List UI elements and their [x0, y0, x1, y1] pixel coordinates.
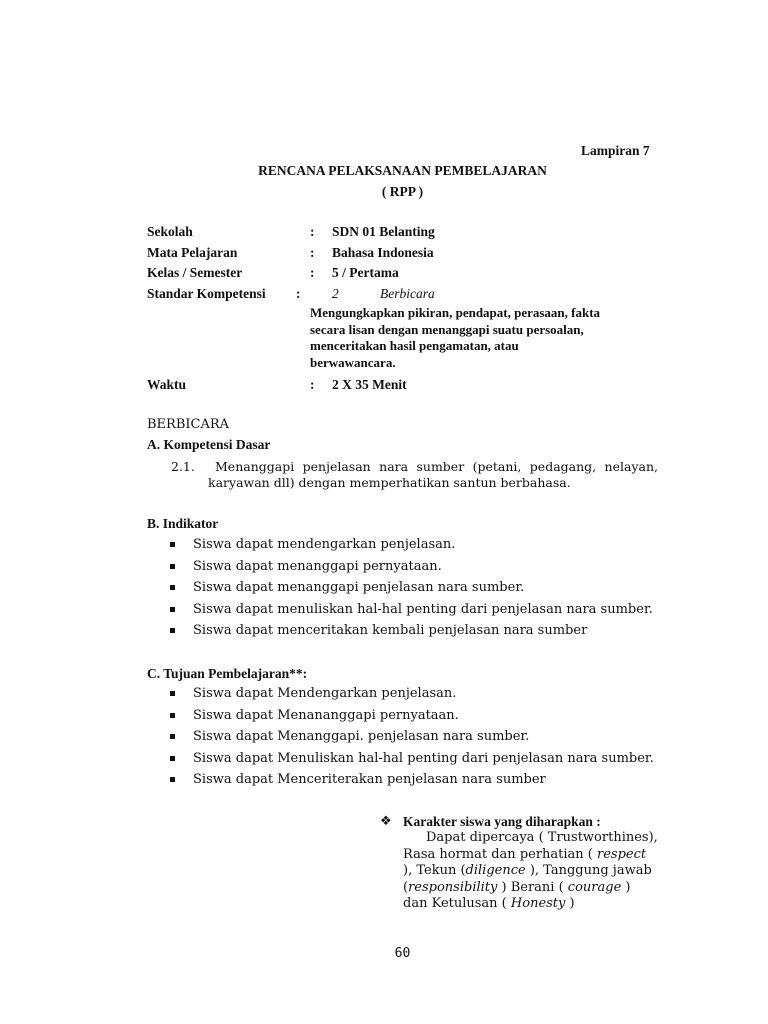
karakter-text-part: Dapat dipercaya ( Trustworthines),: [426, 830, 658, 845]
list-item-text: Siswa dapat menanggapi pernyataan.: [193, 558, 442, 574]
list-item-text: Siswa dapat Menanggapi. penjelasan nara sumber.: [193, 729, 530, 745]
karakter-term: diligence: [465, 863, 526, 878]
karakter-term: responsibility: [408, 879, 498, 895]
kelas-label: Kelas / Semester: [147, 265, 243, 280]
karakter-text-part: ), Tekun (: [403, 863, 466, 878]
waktu-colon: :: [310, 377, 315, 392]
kd-line-2: karyawan dll) dengan memperhatikan santun berbahasa.: [208, 475, 571, 490]
bullet-icon: [170, 564, 175, 569]
karakter-term: Honesty: [510, 896, 566, 911]
waktu-value: 2 X 35 Menit: [332, 377, 407, 392]
list-item-text: Siswa dapat menceritakan kembali penjelasan nara sumber: [193, 623, 588, 639]
document-title: RENCANA PELAKSANAAN PEMBELAJARAN: [258, 163, 547, 178]
bullet-icon: [170, 607, 175, 612]
karakter-term: respect: [597, 846, 647, 862]
sk-name: Berbicara: [380, 286, 435, 301]
sk-description: [310, 305, 600, 371]
mapel-value: Bahasa Indonesia: [332, 245, 434, 260]
kd-heading: A. Kompetensi Dasar: [147, 437, 271, 452]
list-item-text: Siswa dapat Mendengarkan penjelasan.: [193, 686, 457, 701]
karakter-text: [403, 830, 658, 913]
kd-number: 2.1.: [171, 459, 195, 474]
document-subtitle: ( RPP ): [381, 184, 424, 199]
bullet-icon: [170, 585, 175, 590]
sk-desc-line: secara lisan dengan menanggapi suatu persoalan,: [310, 321, 584, 337]
sk-desc-line: berwawancara.: [310, 354, 396, 370]
sekolah-label: Sekolah: [147, 224, 193, 239]
list-item-text: Siswa dapat Menananggapi pernyataan.: [193, 707, 459, 723]
sk-desc-line: menceritakan hasil pengamatan, atau: [310, 338, 519, 353]
list-item-text: Siswa dapat mendengarkan penjelasan.: [193, 537, 456, 552]
bullet-icon: [170, 734, 175, 739]
indikator-heading: B. Indikator: [147, 516, 219, 531]
sekolah-colon: :: [310, 224, 315, 239]
mapel-label: Mata Pelajaran: [147, 245, 238, 260]
karakter-text-part: ) Berani (: [497, 879, 568, 895]
bullet-icon: [170, 756, 175, 761]
sk-colon: :: [296, 286, 301, 301]
karakter-text-part: ): [565, 896, 575, 911]
list-item-text: Siswa dapat Menuliskan hal-hal penting dari penjelasan nara sumber.: [193, 750, 654, 766]
karakter-text-part: ), Tanggung jawab (: [403, 863, 652, 895]
list-item-text: Siswa dapat Menceriterakan penjelasan nara sumber: [193, 772, 546, 788]
bullet-icon: [170, 713, 175, 718]
kelas-colon: :: [310, 265, 315, 280]
karakter-text-part: ) dan Ketulusan (: [403, 879, 631, 911]
sk-desc-line: Mengungkapkan pikiran, pendapat, perasaan, fakta: [310, 305, 601, 320]
sk-label: Standar Kompetensi: [147, 286, 266, 301]
karakter-block: [380, 814, 660, 913]
kelas-value: 5 / Pertama: [332, 265, 399, 280]
karakter-term: courage: [567, 879, 622, 895]
waktu-label: Waktu: [147, 377, 187, 392]
lampiran-label: Lampiran 7: [581, 143, 650, 158]
bullet-icon: [170, 777, 175, 782]
bullet-icon: [170, 628, 175, 633]
sk-number: 2: [332, 286, 339, 301]
list-item-text: Siswa dapat menanggapi penjelasan nara sumber.: [193, 580, 525, 596]
bullet-icon: [170, 542, 175, 547]
bullet-icon: [170, 691, 175, 696]
karakter-heading-row: [380, 814, 660, 830]
karakter-text-part: Rasa hormat dan perhatian (: [403, 846, 598, 862]
diamond-bullet-icon: ❖: [380, 814, 392, 829]
kd-line-1: Menanggapi penjelasan nara sumber (petani, pedagang, nelayan,: [215, 459, 658, 474]
page-number: 60: [394, 946, 411, 961]
mapel-colon: :: [310, 245, 315, 260]
karakter-heading: Karakter siswa yang diharapkan :: [403, 814, 601, 829]
sekolah-value: SDN 01 Belanting: [332, 224, 435, 239]
list-item-text: Siswa dapat menuliskan hal-hal penting dari penjelasan nara sumber.: [193, 601, 653, 617]
tujuan-heading: C. Tujuan Pembelajaran**:: [147, 666, 308, 681]
section-title: BERBICARA: [147, 417, 230, 432]
